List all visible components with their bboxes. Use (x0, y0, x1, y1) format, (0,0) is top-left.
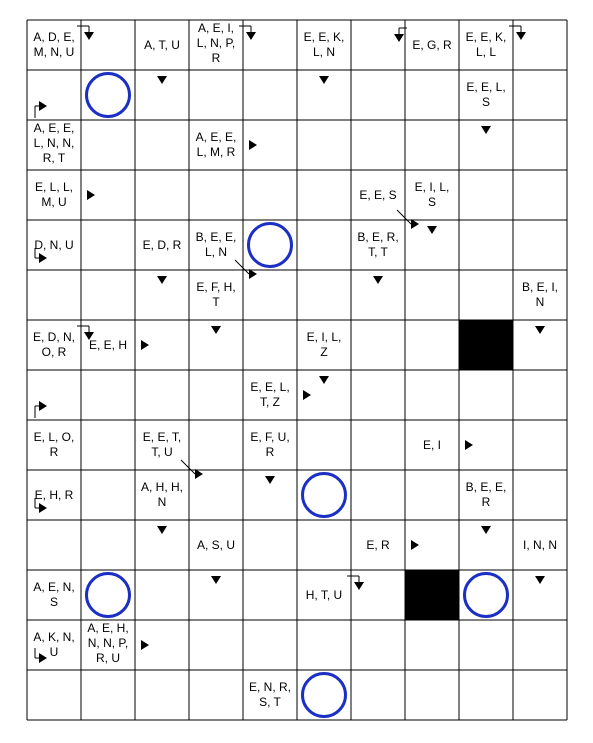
clue-text (297, 330, 351, 360)
clue-text (405, 38, 459, 53)
clue-line: A, E, H, (87, 620, 129, 635)
down-arrow-icon (354, 582, 364, 590)
clue-text (351, 538, 405, 553)
clue-line: L, N, P, (196, 35, 236, 50)
clue-line: T (212, 295, 220, 309)
clue-text (459, 30, 513, 60)
clue-text (135, 480, 189, 510)
clue-line: E, E, S (359, 187, 397, 202)
right-arrow-icon (249, 140, 257, 150)
clue-text (189, 230, 243, 260)
clue-line: A, E, E, (195, 130, 237, 144)
down-arrow-icon (319, 76, 329, 84)
down-arrow-icon (157, 526, 167, 534)
clue-line: M, U (41, 195, 67, 209)
right-arrow-icon (39, 253, 47, 263)
highlight-circle-cell[interactable] (301, 672, 347, 718)
clue-line: D, N, U (34, 237, 74, 252)
clue-line: S (427, 195, 436, 209)
clue-line: A, T, U (144, 37, 180, 52)
down-arrow-icon (535, 576, 545, 584)
clue-text (459, 480, 513, 510)
clue-line: E, G, R (412, 37, 452, 52)
clue-text (27, 30, 81, 60)
clue-text (27, 580, 81, 610)
clue-line: E, N, R, (248, 680, 291, 694)
right-arrow-icon (39, 101, 47, 111)
clue-line: R, U (96, 650, 120, 665)
clue-line: L, N (204, 245, 227, 259)
clue-line: L, N (312, 45, 335, 59)
clue-line: M, N, U (33, 45, 75, 59)
clue-line: E, E, K, (303, 30, 345, 44)
clue-line: L, M, R (196, 145, 236, 159)
highlight-circle-cell[interactable] (463, 572, 509, 618)
down-arrow-icon (84, 32, 94, 40)
clue-text (513, 280, 567, 310)
clue-text (189, 280, 243, 310)
clue-text (81, 338, 135, 353)
down-arrow-icon (535, 326, 545, 334)
clue-line: N (535, 295, 545, 309)
clue-text (297, 30, 351, 60)
clue-text (243, 430, 297, 460)
clue-text (135, 238, 189, 253)
clue-line: A, D, E, (33, 30, 75, 44)
clue-line: E, I, L, (414, 180, 450, 194)
clue-line: E, E, H (88, 337, 127, 352)
right-arrow-icon (87, 190, 95, 200)
clue-text (27, 630, 81, 660)
right-arrow-icon (39, 503, 47, 513)
clue-line: T, T (368, 245, 388, 259)
clue-text (81, 621, 135, 666)
clue-line: R, T (42, 150, 66, 165)
clue-text (243, 680, 297, 710)
clue-text (405, 438, 459, 453)
right-arrow-icon (141, 340, 149, 350)
clue-line: H, T, U (305, 587, 343, 602)
down-arrow-icon (211, 576, 221, 584)
right-arrow-icon (141, 640, 149, 650)
clue-line: E, L, L, (34, 180, 74, 194)
clue-text (135, 38, 189, 53)
clue-line: L, N, N, (33, 135, 75, 150)
clue-text (189, 130, 243, 160)
clue-text (297, 588, 351, 603)
clue-line: B, E, R, (357, 230, 399, 244)
clue-line: L, L (475, 45, 496, 59)
clue-line: E, I (422, 437, 441, 452)
clue-text (513, 538, 567, 553)
clue-line: B, E, E, (465, 480, 507, 494)
clue-line: E, L, O, (33, 430, 75, 444)
right-arrow-icon (411, 540, 419, 550)
clue-line: E, F, H, (196, 280, 236, 294)
highlight-circle-cell[interactable] (85, 572, 131, 618)
clue-text (27, 488, 81, 503)
highlight-circle-cell[interactable] (301, 472, 347, 518)
down-arrow-icon (394, 34, 404, 42)
down-arrow-icon (246, 32, 256, 40)
clue-text (189, 21, 243, 66)
down-arrow-icon (427, 226, 437, 234)
down-arrow-icon (516, 32, 526, 40)
down-arrow-icon (157, 76, 167, 84)
highlight-circle-cell[interactable] (85, 72, 131, 118)
clue-line: E, H, R (34, 487, 74, 502)
arrow-stem (235, 260, 249, 274)
clue-line: S (49, 595, 58, 609)
clue-text (27, 180, 81, 210)
right-arrow-icon (39, 401, 47, 411)
arrow-stem (181, 460, 195, 474)
clue-line: A, E, N, (33, 580, 75, 594)
clue-text (27, 430, 81, 460)
clue-line: I, N, N (522, 537, 557, 552)
clue-line: R (481, 495, 491, 509)
clue-line: S, T (259, 695, 281, 709)
clue-line: A, H, H, (140, 480, 183, 494)
clue-text (189, 538, 243, 553)
arrow-stem (397, 210, 411, 224)
clue-line: B, E, I, (521, 280, 558, 294)
clue-line: A, S, U (196, 537, 235, 552)
clue-text (27, 238, 81, 253)
down-arrow-icon (265, 476, 275, 484)
clue-line: E, R (366, 537, 390, 552)
clue-line: E, I, L, (306, 330, 342, 344)
clue-line: E, E, L, (466, 80, 506, 94)
clue-line: Z (320, 345, 328, 359)
down-arrow-icon (373, 276, 383, 284)
clue-line: B, E, E, (195, 230, 237, 244)
down-arrow-icon (319, 376, 329, 384)
clue-line: R (265, 445, 275, 459)
clue-text (351, 188, 405, 203)
clue-line: A, E, E, (33, 120, 75, 135)
clue-line: E, E, L, (250, 380, 290, 394)
clue-text (243, 380, 297, 410)
clue-text (351, 230, 405, 260)
clue-line: T, Z (260, 395, 280, 409)
clue-text (459, 80, 513, 110)
down-arrow-icon (481, 126, 491, 134)
clue-line: E, E, K, (465, 30, 507, 44)
clue-line: U (49, 645, 59, 659)
clue-line: R (211, 50, 221, 65)
clue-text (27, 121, 81, 166)
clue-line: R (49, 445, 59, 459)
clue-line: E, F, U, (250, 430, 290, 444)
clue-line: A, K, N, (33, 630, 75, 644)
right-arrow-icon (465, 440, 473, 450)
clue-line: S (481, 95, 490, 109)
clue-line: E, E, T, (142, 430, 182, 444)
down-arrow-icon (211, 326, 221, 334)
down-arrow-icon (157, 276, 167, 284)
clue-line: E, D, N, (32, 330, 75, 344)
clue-line: N (157, 495, 167, 509)
highlight-circle-cell[interactable] (247, 222, 293, 268)
clue-line: N, N, P, (87, 635, 129, 650)
clue-line: E, D, R (142, 237, 182, 252)
clue-text (135, 430, 189, 460)
clue-text (27, 330, 81, 360)
clue-line: T, U (151, 445, 173, 459)
right-arrow-icon (303, 390, 311, 400)
down-arrow-icon (481, 526, 491, 534)
clue-line: O, R (41, 345, 67, 359)
clue-line: A, E, I, (197, 20, 234, 35)
clue-text (405, 180, 459, 210)
